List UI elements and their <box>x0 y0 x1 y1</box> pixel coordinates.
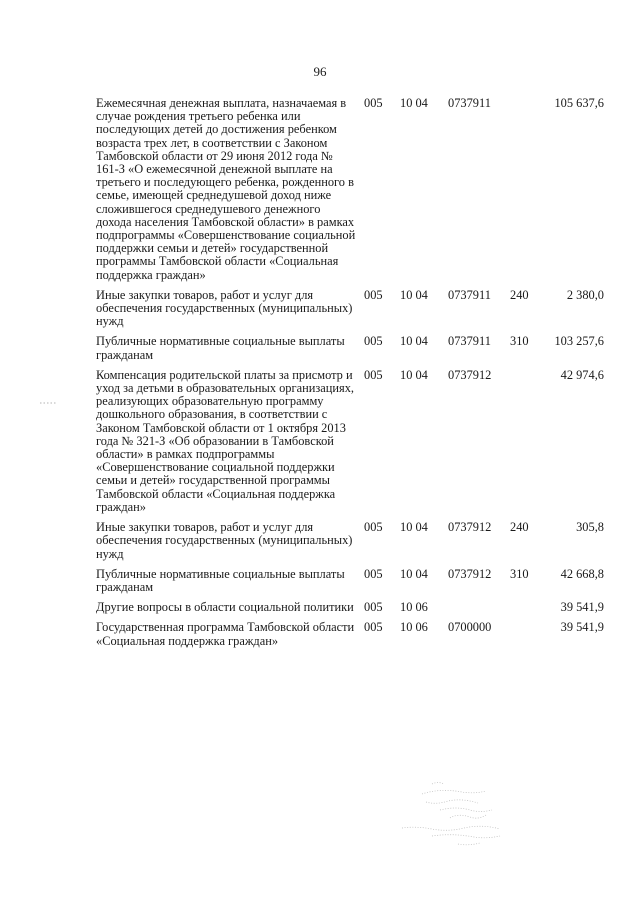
row-ved: 005 <box>364 287 383 302</box>
row-section: 10 06 <box>400 600 428 615</box>
row-target-item: 0700000 <box>448 620 492 635</box>
row-expense-type <box>510 594 540 614</box>
row-target-item: 0737912 <box>448 566 492 581</box>
row-name: Компенсация родительской платы за присмотр и уход за детьми в образовательных организациях, реализующих образовательную программу дошкольного образования, в соответствии с Законом Тамбовской области от 1 октября 2013 года № 321-З «Об образовании в Тамбовской области» в рамках подпрограммы «Совершенствование социальной поддержки семьи и детей» государственной программы Тамбовской области «Социальная поддержка граждан» <box>96 367 354 514</box>
row-ved: 005 <box>364 96 383 110</box>
margin-mark <box>40 402 56 404</box>
row-expense-type: 310 <box>510 566 529 581</box>
row-amount: 305,8 <box>576 520 604 535</box>
row-target-item: 0737912 <box>448 520 492 535</box>
table-row <box>96 614 604 647</box>
row-name: Государственная программа Тамбовской области «Социальная поддержка граждан» <box>96 620 355 648</box>
row-target-item: 0737911 <box>448 96 491 110</box>
row-section: 10 04 <box>400 334 428 349</box>
row-expense-type <box>510 362 540 514</box>
row-amount: 42 974,6 <box>560 367 604 382</box>
row-section: 10 06 <box>400 620 428 635</box>
row-name: Другие вопросы в области социальной политики <box>96 600 354 615</box>
row-amount: 105 637,6 <box>554 96 604 110</box>
row-target-item: 0737912 <box>448 367 492 382</box>
row-section: 10 04 <box>400 566 428 581</box>
table-row <box>96 594 604 614</box>
row-amount: 2 380,0 <box>566 287 604 302</box>
table-row <box>96 97 604 282</box>
row-name: Ежемесячная денежная выплата, назначаемая в случае рождения третьего ребенка или последующих детей до достижения ребенком возраста трех лет, в соответствии с Законом Тамбовской области от 29 июня 2012 года № 161-З «О ежемесячной денежной выплате на третьего и последующего ребенка, рожденного в семье, имеющей среднедушевой доход ниже сложившегося среднедушевого денежного дохода населения Тамбовской области» в рамках подпрограммы «Совершенствование социальной поддержки семьи и детей» государственной программы Тамбовской области «Социальная поддержка граждан» <box>96 96 356 282</box>
budget-table <box>96 97 604 648</box>
row-ved: 005 <box>364 566 383 581</box>
row-name: Публичные нормативные социальные выплаты гражданам <box>96 566 345 594</box>
row-section: 10 04 <box>400 287 428 302</box>
row-name: Иные закупки товаров, работ и услуг для обеспечения государственных (муниципальных) нужд <box>96 520 353 561</box>
row-amount: 103 257,6 <box>554 334 604 349</box>
row-section: 10 04 <box>400 96 428 110</box>
row-ved: 005 <box>364 600 383 615</box>
row-ved: 005 <box>364 520 383 535</box>
row-expense-type <box>510 97 540 282</box>
row-amount: 42 668,8 <box>560 566 604 581</box>
row-target-item: 0737911 <box>448 287 491 302</box>
row-ved: 005 <box>364 620 383 635</box>
row-ved: 005 <box>364 334 383 349</box>
table-row <box>96 282 604 329</box>
table-row <box>96 362 604 514</box>
faint-stamp-scribble <box>392 772 542 862</box>
row-expense-type: 310 <box>510 334 529 349</box>
row-expense-type: 240 <box>510 287 529 302</box>
row-name: Иные закупки товаров, работ и услуг для обеспечения государственных (муниципальных) нужд <box>96 287 353 329</box>
table-row <box>96 561 604 594</box>
table-row <box>96 514 604 561</box>
page-number: 96 <box>313 64 327 79</box>
row-expense-type: 240 <box>510 520 529 535</box>
row-expense-type <box>510 614 540 647</box>
row-target-item: 0737911 <box>448 334 491 349</box>
row-section: 10 04 <box>400 367 428 382</box>
row-target-item <box>448 594 510 614</box>
row-amount: 39 541,9 <box>560 620 604 635</box>
row-ved: 005 <box>364 367 383 382</box>
row-section: 10 04 <box>400 520 428 535</box>
row-amount: 39 541,9 <box>560 600 604 615</box>
table-row <box>96 328 604 361</box>
row-name: Публичные нормативные социальные выплаты гражданам <box>96 334 345 362</box>
